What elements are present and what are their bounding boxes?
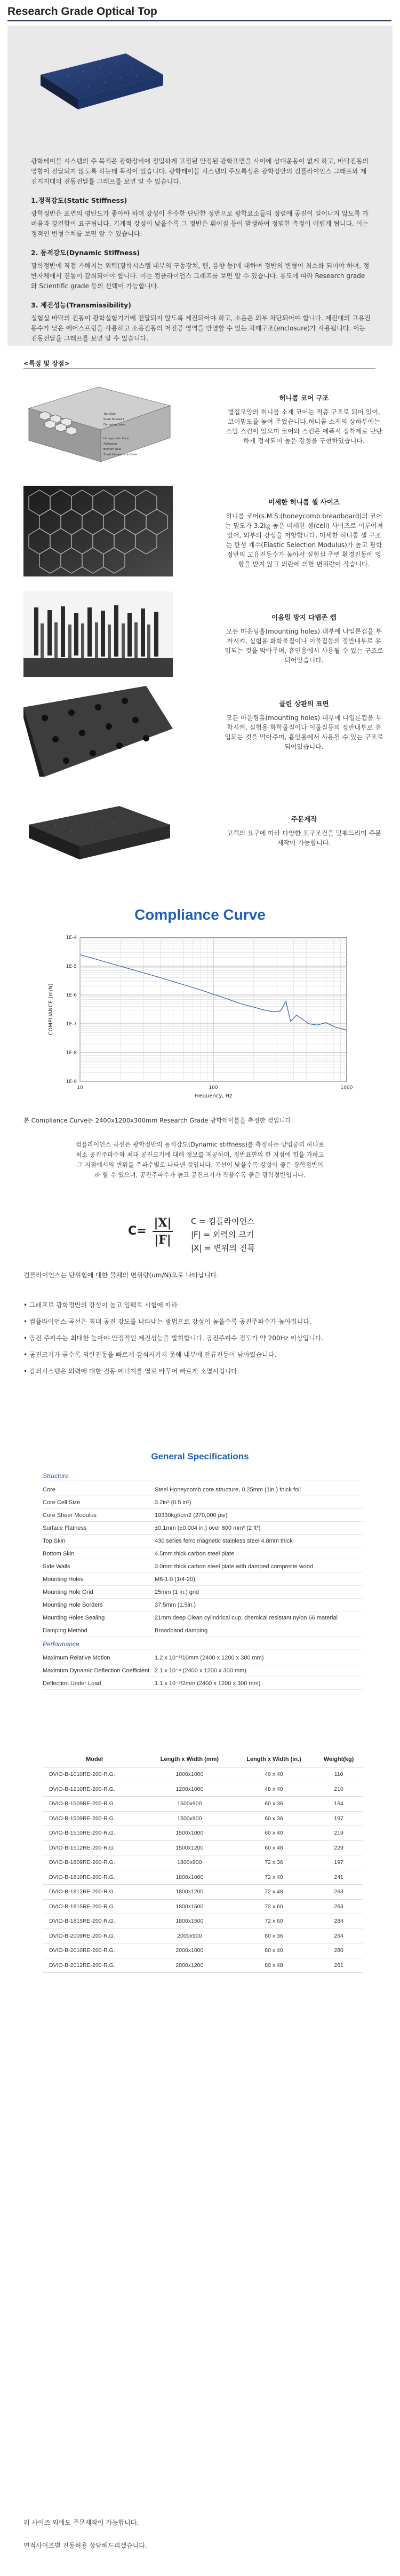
table-cell: 197 (315, 1855, 363, 1870)
table-cell: DVIO-B-1812RE-200-R.G. (43, 1885, 146, 1900)
table-cell: 1500x1000 (146, 1826, 233, 1841)
chart-y-tick: 1E-9 (66, 1079, 77, 1085)
header (0, 0, 400, 19)
spec-row (43, 1496, 363, 1509)
table-cell: 48 x 40 (233, 1782, 315, 1797)
footer-note-2: 면적사이즈별 진동허용 상담해드리겠습니다. (23, 2542, 147, 2549)
model-table-header (43, 1752, 363, 1767)
feature-body: 허니콤 코어(s.M.S.(honeycomb breadboard)의 코어는 밀도가 3.2㎏ 높은 미세한 셀(cell) 사이즈로 이루어져 있어, 외부의 강성을 저항합니다. 미세한 허니콤 셀 구조는 탄성 계수(Elastic Selection Modulus)가 높고 광학정반의 고유진동수가 높아서 실험실 주변 환경진동에 영향을 받지 않고 외란에 의한 변위량이 작습니다. (225, 512, 383, 568)
spec-key: Core Cell Size (43, 1499, 81, 1506)
list-item: • 공진크기가 클수록 외란진동을 빠르게 감쇠시키지 못해 내부에 잔류진동이 남아있습니다. (23, 1351, 277, 1358)
table-cell: DVIO-B-2009RE-200-R.G. (43, 1929, 146, 1943)
table-row (43, 1914, 363, 1929)
spec-key: Top Skin (43, 1537, 66, 1544)
table-cell: 284 (315, 1914, 363, 1929)
spec-value: 19330kgf/cm2 (270,000 psi) (155, 1512, 228, 1519)
honeycomb-cell-image (23, 486, 173, 576)
intro-text (31, 156, 372, 347)
spec-row (43, 1509, 363, 1522)
formula-legend (191, 1215, 255, 1255)
honeycomb-cutaway-image (23, 376, 173, 472)
model-table (43, 1752, 363, 1973)
title-divider (7, 20, 391, 21)
table-cell: DVIO-B-1809RE-200-R.G. (43, 1855, 146, 1870)
spec-value: 2.1 x 10⁻⁴ (2400 x 1200 x 300 mm) (155, 1668, 246, 1674)
spec-value: ±0.1mm (±0.004 in.) over 600 mm² (2 ft²) (155, 1524, 261, 1531)
spec-group-performance: Performance (43, 1640, 363, 1649)
compliance-unit-note: 컴플라이언스는 단위힘에 대한 물체의 변위량(um/N)으로 나타납니다. (23, 1271, 219, 1279)
table-row (43, 1840, 363, 1855)
features-heading: <특징 및 장점> (23, 360, 70, 367)
diagram-label-core: Honeycomb Core (103, 437, 129, 440)
formula-legend-c: C = 컴플라이언스 (191, 1216, 255, 1226)
chart-x-tick: 10 (77, 1085, 83, 1091)
table-row (43, 1958, 363, 1973)
spec-value: 21mm deep Clean cylindrical cup, chemical resistant nylon 66 material (155, 1614, 338, 1621)
optical-table-image (30, 37, 171, 139)
feature-title: 허니콤 코어 구조 (279, 394, 329, 402)
spec-table (43, 1469, 363, 1690)
table-row (43, 1767, 363, 1782)
spec-value: Steel Honeycomb core structure, 0.25mm (1in.) thick foil (155, 1486, 301, 1493)
table-cell: 60 x 36 (233, 1811, 315, 1826)
spec-row (43, 1664, 363, 1677)
table-cell: 72 x 40 (233, 1870, 315, 1885)
table-cell: 164 (315, 1797, 363, 1812)
feature-title: 클린 상판의 표면 (279, 700, 329, 708)
chart-x-tick: 1000 (340, 1085, 353, 1091)
spec-group-structure: Structure (43, 1472, 363, 1481)
feature-body: 모든 마운팅홀(mounting holes) 내부에 나일론컵을 부착시켜, 실험용 화학물질이나 이물질등의 정반내부로 유입되는 것을 막아주며, 흡인용에서 사용될 수 있는 구조로 되어있습니다. (225, 714, 383, 750)
feature-honeycomb (224, 393, 384, 446)
table-cell: 1000x1000 (146, 1767, 233, 1782)
spec-key: Maximum Dynamic Deflection Coefficient (43, 1667, 150, 1674)
table-cell: DVIO-B-1815RE-200-R.G. (43, 1899, 146, 1914)
spec-row (43, 1652, 363, 1664)
table-cell: DVIO-B-1810RE-200-R.G. (43, 1870, 146, 1885)
spec-row (43, 1483, 363, 1496)
table-cell: 263 (315, 1885, 363, 1900)
table-cell: 80 x 36 (233, 1929, 315, 1943)
spec-value: 3.0mm thick carbon steel plate with damped composite wood (155, 1563, 314, 1570)
table-row (43, 1855, 363, 1870)
table-cell: 219 (315, 1826, 363, 1841)
spec-key: Deflection Under Load (43, 1680, 101, 1687)
table-cell: DVIO-B-1509RE-200-R.G. (43, 1797, 146, 1812)
table-cell: 1500x1200 (146, 1840, 233, 1855)
table-cell: 60 x 40 (233, 1826, 315, 1841)
table-cell: DVIO-B-1509RE-200-R.G. (43, 1811, 146, 1826)
feature-body: 모든 마운팅홀(mounting holes) 내부에 나일론컵을 부착시켜, 실험용 화학물질이나 이물질등의 정반내부로 유입되는 것을 막아주며, 흡인용에서 사용될 수 있는 구조로 되어있습니다. (225, 628, 383, 664)
spec-key: Maximum Relative Motion (43, 1654, 110, 1661)
table-row (43, 1870, 363, 1885)
table-cell: 80 x 40 (233, 1943, 315, 1958)
spec-row (43, 1560, 363, 1573)
formula-lhs: C= (128, 1224, 147, 1238)
table-cell: 110 (315, 1767, 363, 1782)
spec-key: Mounting Hole Borders (43, 1601, 103, 1608)
feature-custom (224, 815, 384, 848)
compliance-bullets (23, 1300, 375, 1382)
spec-value: 37.5mm (1.5in.) (155, 1601, 196, 1608)
feature-clean-surface (224, 699, 384, 752)
table-cell: 1800x1000 (146, 1870, 233, 1885)
spec-row (43, 1547, 363, 1560)
diagram-label-adhesive: Adhesive (103, 442, 117, 446)
table-cell: 241 (315, 1870, 363, 1885)
table-row (43, 1826, 363, 1841)
table-cell: DVIO-B-2012RE-200-R.G. (43, 1958, 146, 1973)
compliance-chart (43, 932, 357, 1103)
spec-row (43, 1535, 363, 1547)
table-cell: 263 (315, 1899, 363, 1914)
table-row (43, 1899, 363, 1914)
col-weight: Weight(kg) (315, 1752, 363, 1767)
spec-key: Mounting Holes Sealing (43, 1614, 105, 1621)
table-cell: 210 (315, 1782, 363, 1797)
spec-key: Core (43, 1486, 55, 1493)
formula-legend-x: |X| = 변위의 진폭 (191, 1243, 255, 1253)
table-row (43, 1885, 363, 1900)
diagram-label-steel-core: Steel Honeycomb Core (103, 453, 138, 456)
table-cell: 1800x1200 (146, 1885, 233, 1900)
formula-numerator: |X| (154, 1216, 172, 1230)
threaded-inserts-image (23, 591, 173, 677)
table-row (43, 1811, 363, 1826)
list-item: • 감쇠시스템은 외력에 대한 진동 에너지를 열로 바꾸어 빠르게 소멸시킵니다. (23, 1368, 239, 1375)
table-row (43, 1797, 363, 1812)
spec-value: 3.2in² (0.5 in²) (155, 1499, 191, 1506)
table-cell: 1500x900 (146, 1811, 233, 1826)
diagram-label-damping: Damping Layer (103, 423, 126, 426)
list-item: • 그래프로 광학정반의 강성이 높고 임팩트 시험에 따라 (23, 1301, 178, 1309)
col-model: Model (43, 1752, 146, 1767)
table-cell: 280 (315, 1943, 363, 1958)
chart-y-tick: 1E-6 (66, 993, 77, 998)
footer-note-1: 위 사이즈 외에도 주문제작이 가능합니다. (23, 2519, 139, 2526)
formula-denominator: |F| (154, 1233, 171, 1247)
spec-title: General Specifications (151, 1451, 249, 1461)
intro-paragraph: 광학테이블 시스템의 주 목적은 광학장비에 정밀하게 고정된 안정된 광학표면을 사이에 상대운동이 없게 하고, 바닥진동의 영향이 전달되지 않도록 하는데 목적이 있습니다. 광학테이블 시스템의 주요특성은 광학정반의 컴플라이언스 그래프와 제진지지대의 진동전달률 그래프를 보면 알 수 있습니다. (31, 157, 369, 185)
table-cell: DVIO-B-1010RE-200-R.G. (43, 1767, 146, 1782)
spec-value: Broadband damping (155, 1627, 208, 1634)
section-title-static: 1.정적강도(Static Stiffness) (31, 196, 127, 204)
table-cell: 1800x1500 (146, 1899, 233, 1914)
table-cell: DVIO-B-1815RE-200-R.G. (43, 1914, 146, 1929)
table-cell: 1800x900 (146, 1855, 233, 1870)
spec-row (43, 1522, 363, 1535)
spec-value: 4.5mm thick carbon steel plate (155, 1550, 235, 1557)
col-size-mm: Length x Width (mm) (146, 1752, 233, 1767)
chart-y-tick: 1E-8 (66, 1050, 77, 1056)
compliance-title: Compliance Curve (134, 906, 266, 923)
spec-row (43, 1573, 363, 1586)
feature-body: 벌집모양의 허니콤 소재 코어는 적층 구조로 되어 있어, 코어밀도를 높여 주었습니다.허니콤 소재의 상하부에는 스틸 스킨이 있으며 코어와 스킨은 에폭시 접착제로 단단하게 접착되어 높은 강성을 구현하였습니다. (226, 408, 382, 445)
feature-title: 이음밀 방지 다탭존 캡 (271, 613, 337, 621)
chart-x-label: Frequency, Hz (194, 1093, 233, 1099)
table-row (43, 1929, 363, 1943)
compliance-formula (75, 1206, 331, 1260)
feature-title: 미세한 허니콤 셀 사이즈 (268, 498, 340, 506)
table-cell: 261 (315, 1958, 363, 1973)
table-cell: 60 x 36 (233, 1797, 315, 1812)
table-row (43, 1782, 363, 1797)
spec-value: M6-1.0 (1/4-20) (155, 1576, 195, 1583)
spec-key: Core Sheer Modulus (43, 1512, 97, 1519)
section-body-transmissibility: 실험실 바닥의 진동이 광학실험기기에 전달되지 않도록 제진되어야 하고, 소음은 외부 차단되어야 합니다. 제진대의 고유진동수가 낮은 에어스프링을 사용하고 소음진동의 저진공 영역을 반영할 수 있는 차폐구조(enclosure)가 사용됩니다. 이는 진동전달율 그래프를 보면 알 수 있습니다. (31, 314, 371, 342)
chart-y-tick: 1E-5 (66, 964, 77, 969)
intro-section (7, 26, 393, 346)
page-title: Research Grade Optical Top (7, 5, 157, 18)
spec-key: Side Walls (43, 1563, 70, 1570)
feature-threaded-cap (224, 613, 384, 665)
diagram-label-bottom-skin: Bottom Skin (103, 448, 122, 451)
custom-table-image (23, 795, 173, 875)
table-cell: 72 x 60 (233, 1914, 315, 1929)
table-cell: DVIO-B-1510RE-200-R.G. (43, 1826, 146, 1841)
compliance-caption: 본 Compliance Curve는 2400x1200x300mm Research Grade 광학테이블을 측정한 것입니다. (23, 1117, 293, 1124)
formula-legend-f: |F| = 외력의 크기 (191, 1230, 254, 1239)
spec-key: Mounting Hole Grid (43, 1589, 93, 1595)
section-title-dynamic: 2. 동적강도(Dynamic Stiffness) (31, 249, 140, 257)
spec-row (43, 1624, 363, 1637)
table-cell: 264 (315, 1929, 363, 1943)
table-cell: 2000x900 (146, 1929, 233, 1943)
list-item: • 컴플라이언스 곡선은 최대 공진 강도를 나타내는 방법으로 강성이 높을수록 공진주파수가 높아집니다. (23, 1318, 311, 1325)
spec-key: Damping Method (43, 1627, 87, 1634)
chart-x-tick: 100 (209, 1085, 218, 1091)
table-cell: 72 x 36 (233, 1855, 315, 1870)
table-cell: 1200x1000 (146, 1782, 233, 1797)
spec-key: Surface Flatness (43, 1524, 87, 1531)
table-cell: 2000x1000 (146, 1943, 233, 1958)
table-cell: 40 x 40 (233, 1767, 315, 1782)
table-cell: DVIO-B-1210RE-200-R.G. (43, 1782, 146, 1797)
table-cell: 229 (315, 1840, 363, 1855)
spec-value: 25mm (1 in.) grid (155, 1589, 199, 1595)
table-cell: 72 x 48 (233, 1885, 315, 1900)
table-cell: 2000x1200 (146, 1958, 233, 1973)
table-cell: 197 (315, 1811, 363, 1826)
spec-row (43, 1586, 363, 1599)
feature-body: 고객의 요구에 따라 다양한 표구조건을 맞춰드리며 주문제작이 가능합니다. (227, 829, 381, 847)
table-cell: 72 x 60 (233, 1899, 315, 1914)
diagram-label-sidewall: Steel Sidewall (103, 418, 124, 421)
chart-y-tick: 1E-4 (66, 935, 77, 941)
diagram-label-top-skin: Top Skin (103, 413, 116, 416)
table-cell: 1500x900 (146, 1797, 233, 1812)
formula-fraction (150, 1216, 175, 1247)
spec-row (43, 1599, 363, 1611)
section-body-dynamic: 광학정반에 직접 가해지는 외력(광학시스템 내부의 구동장치, 팬, 음향 등)에 대하여 정반의 변형이 최소화 되어야 하며, 정반자체에서 진동이 감쇠되어야 합니다. 이는 컴플라이언스 그래프를 보면 알 수 있습니다. 용도에 따라 Research grade 와 Scientific grade 등의 선택이 가능합니다. (31, 262, 370, 290)
spec-value: 1.1 x 10⁻³/2mm (2400 x 1200 x 300 mm) (155, 1680, 261, 1687)
chart-y-tick: 1E-7 (66, 1022, 77, 1027)
table-cell: 60 x 48 (233, 1840, 315, 1855)
table-cell: DVIO-B-1512RE-200-R.G. (43, 1840, 146, 1855)
spec-value: 1.2 x 10⁻¹/10mm (2400 x 1200 x 300 mm) (155, 1655, 264, 1661)
section-body-static: 광학정반은 표면의 평탄도가 좋아야 하며 강성이 우수한 단단한 정반으로 광학요소들의 정렬에 공진이 일어나지 않도록 가벼움과 강건함이 요구됩니다. 기계적 강성이 낮을수록 그 정반은 휘어짐 등이 발생하여 정밀한 측정이 어렵게 됩니다. 이는 정적인 변형수치를 보면 알 수 있습니다. (31, 210, 369, 238)
table-row (43, 1943, 363, 1958)
table-cell: 80 x 48 (233, 1958, 315, 1973)
feature-title: 주문제작 (291, 815, 317, 823)
spec-value: 430 series ferro magnetic stainless steel 4.8mm thick (155, 1537, 293, 1544)
section-title-transmissibility: 3. 제진성능(Transmissibility) (31, 301, 132, 309)
spec-key: Bottom Skin (43, 1550, 75, 1557)
col-size-in: Length x Width (in.) (233, 1752, 315, 1767)
table-cell: 1800x1500 (146, 1914, 233, 1929)
spec-row (43, 1611, 363, 1624)
spec-row (43, 1677, 363, 1690)
list-item: • 공진 주파수는 최대한 높아야 안정적인 제진성능을 발휘합니다. 공진주파수 정도가 약 200Hz 이상입니다. (23, 1334, 324, 1342)
table-cell: DVIO-B-2010RE-200-R.G. (43, 1943, 146, 1958)
chart-y-label: COMPLIANCE (m/N) (48, 983, 54, 1036)
feature-cell-size (224, 497, 384, 569)
formula-bar (153, 1231, 173, 1232)
spec-key: Mounting Holes (43, 1576, 84, 1583)
features-divider (23, 368, 375, 369)
clean-surface-image (23, 686, 173, 777)
compliance-description: 컴플라이언스 곡선은 광학정반의 동적강도(Dynamic stiffness)를 측정하는 방법중의 하나로 최소 공진주파수와 최대 공진크기에 대해 정보를 제공하며, 정반표면의 한 지점에 힘을 가하고 그 지점에서의 변위를 주파수별로 나타낸 것입니다. 곡선이 낮을수록 강성이 좋은 광학정반이라 할 수 있으며, 공진주파수가 높고 공진크기가 작을수록 좋은 광학정반입니다. (75, 1141, 325, 1179)
